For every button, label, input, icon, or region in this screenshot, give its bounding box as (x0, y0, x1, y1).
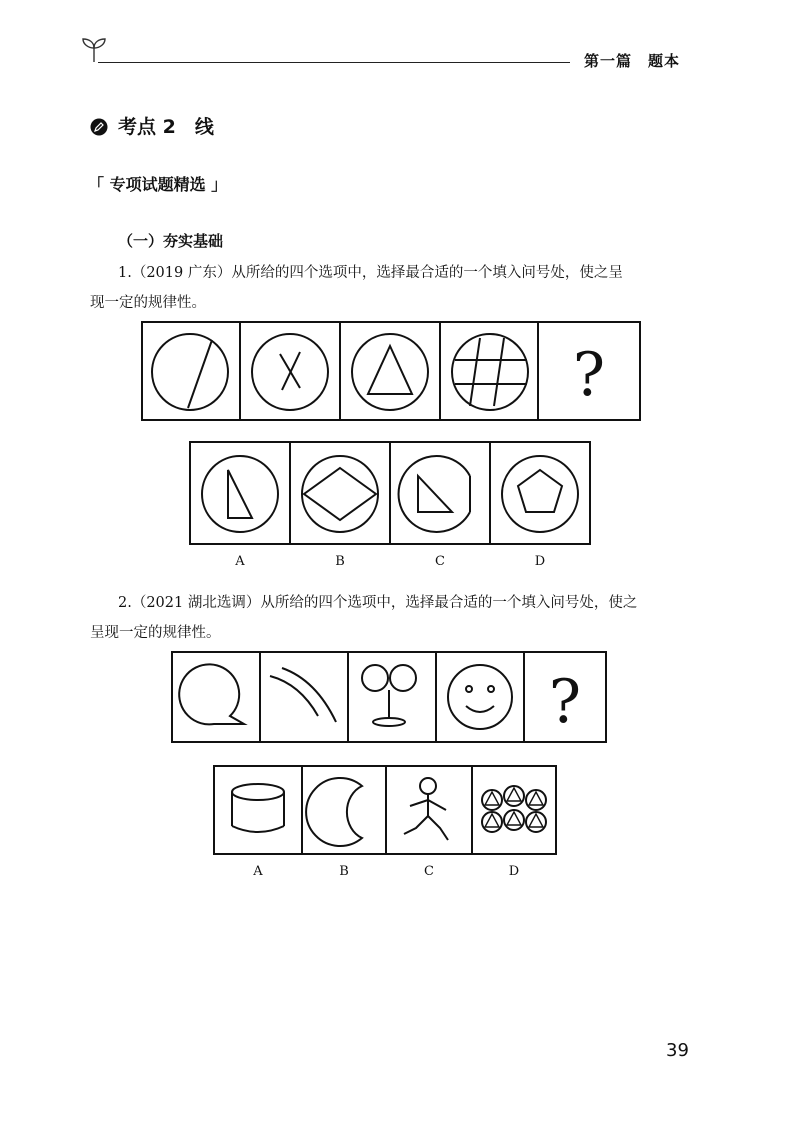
section-title: 考点 2 线 (118, 116, 214, 138)
q1-option-d-figure (490, 442, 590, 544)
q2-stem-panel-4 (436, 652, 524, 742)
q2-option-b-label: B (339, 864, 349, 879)
question-1-text-cont: 现一定的规律性。 (90, 295, 206, 311)
q1-stem-panel-2 (240, 322, 340, 420)
q2-option-c-label: C (424, 864, 434, 879)
q2-stem-panel-3 (348, 652, 436, 742)
subsection-title: 「 专项试题精选 」 (88, 175, 228, 194)
part-title: （一）夯实基础 (118, 232, 224, 250)
q1-option-b-figure (290, 442, 390, 544)
q1-option-b-label: B (335, 554, 345, 569)
q2-option-d-label: D (508, 864, 520, 879)
page-number: 39 (666, 1040, 689, 1061)
q1-stem-panel-1 (142, 322, 240, 420)
q1-option-a-label: A (235, 554, 245, 569)
q2-stem-panel-2 (260, 652, 348, 742)
q2-option-a-label: A (253, 864, 263, 879)
q2-stem-panel-1 (172, 652, 260, 742)
q2-question-mark: ? (548, 667, 582, 737)
question-2-text-cont: 呈现一定的规律性。 (90, 625, 221, 641)
q1-stem-panel-3 (340, 322, 440, 420)
q1-option-d-label: D (534, 554, 546, 569)
q1-question-mark: ? (572, 340, 606, 410)
q2-option-d-figure (472, 766, 556, 854)
q1-option-a-figure (190, 442, 290, 544)
question-2-text: 2.（2021 湖北选调）从所给的四个选项中，选择最合适的一个填入问号处，使之 (118, 595, 638, 611)
q1-option-c-label: C (435, 554, 445, 569)
q2-option-c-figure (386, 766, 472, 854)
q2-option-b-figure (302, 766, 386, 854)
question-1-text: 1.（2019 广东）从所给的四个选项中，选择最合适的一个填入问号处，使之呈 (118, 265, 623, 281)
q1-stem-panel-4 (440, 322, 538, 420)
header-title: 第一篇 题本 (584, 52, 681, 70)
q1-option-c-figure (390, 442, 490, 544)
q2-option-a-figure (214, 766, 302, 854)
